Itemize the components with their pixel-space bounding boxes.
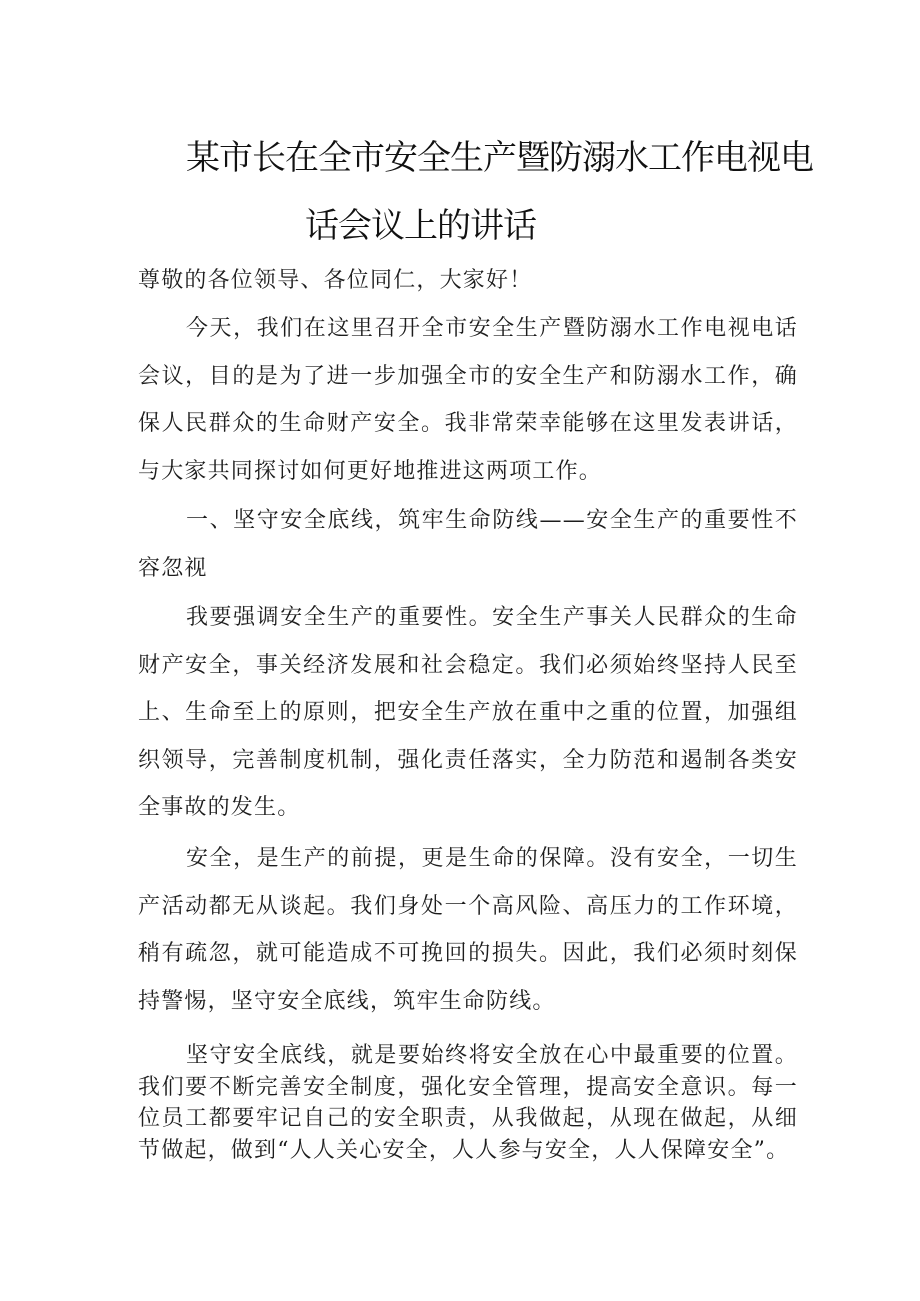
document-title-line-1: 某市长在全市安全生产暨防溺水工作电视电: [186, 138, 813, 178]
paragraph-importance: 我要强调安全生产的重要性。安全生产事关人民群众的生命财产安全，事关经济发展和社会稳定。我们必须始终坚持人民至上、生命至上的原则，把安全生产放在重中之重的位置，加强组织领导，完善制度机制，强化责任落实，全力防范和遏制各类安全事故的发生。: [138, 605, 798, 820]
section-heading-1: 一、坚守安全底线，筑牢生命防线——安全生产的重要性不容忽视: [138, 508, 798, 581]
paragraph-intro: 今天，我们在这里召开全市安全生产暨防溺水工作电视电话会议，目的是为了进一步加强全市的安全生产和防溺水工作，确保人民群众的生命财产安全。我非常荣幸能够在这里发表讲话，与大家共同探讨如何更好地推进这两项工作。: [138, 316, 798, 484]
paragraph-bottom-line: 坚守安全底线，就是要始终将安全放在心中最重要的位置。我们要不断完善安全制度，强化安全管理，提高安全意识。每一位员工都要牢记自己的安全职责，从我做起，从现在做起，从细节做起，做到“人人关心安全，人人参与安全，人人保障安全”。: [138, 1043, 798, 1164]
document-title-line-2: 话会议上的讲话: [305, 206, 536, 246]
paragraph-safety-premise: 安全，是生产的前提，更是生命的保障。没有安全，一切生产活动都无从谈起。我们身处一个高风险、高压力的工作环境，稍有疏忽，就可能造成不可挽回的损失。因此，我们必须时刻保持警惕，坚守安全底线，筑牢生命防线。: [138, 846, 798, 1014]
greeting: 尊敬的各位领导、各位同仁，大家好！: [138, 268, 533, 293]
